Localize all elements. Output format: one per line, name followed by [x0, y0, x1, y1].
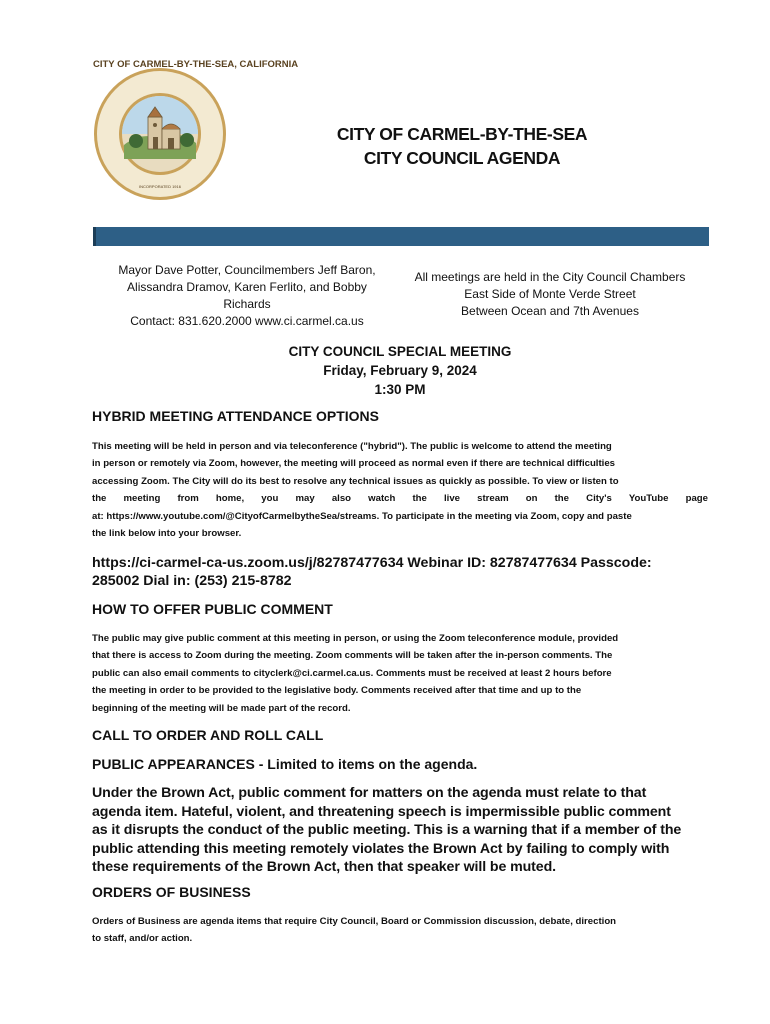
meeting-date: Friday, February 9, 2024: [323, 363, 477, 378]
title-agenda: CITY COUNCIL AGENDA: [363, 148, 561, 168]
meeting-location: [405, 269, 695, 320]
seal-text: CITY OF CARMEL-BY-THE-SEA, CALIFORNIA: [93, 59, 299, 70]
notice-line: as it disrupts the conduct of the public meeting. This is a warning that if a member of the: [92, 822, 682, 838]
seal-inner-text: INCORPORATED 1916: [139, 184, 181, 189]
location-line: East Side of Monte Verde Street: [464, 287, 636, 301]
orders-heading: ORDERS OF BUSINESS: [92, 884, 251, 900]
body-line: public can also email comments to cityclerk@ci.carmel.ca.us. Comments must be received at least 2 hours before: [92, 667, 612, 679]
public-comment-body: [92, 630, 708, 717]
body-line: that there is access to Zoom during the meeting. Zoom comments will be taken after the in-person comments. The: [92, 650, 613, 662]
council-members: [103, 262, 391, 330]
body-line: The public may give public comment at this meeting in person, or using the Zoom teleconference module, provided: [92, 633, 619, 644]
notice-line: Under the Brown Act, public comment for matters on the agenda must relate to that: [92, 785, 647, 801]
meeting-time: 1:30 PM: [374, 382, 426, 397]
body-line: to staff, and/or action.: [92, 933, 193, 945]
public-appearances-heading: PUBLIC APPEARANCES - Limited to items on the agenda.: [92, 756, 478, 772]
notice-line: these requirements of the Brown Act, then that speaker will be muted.: [92, 859, 557, 875]
body-line: the meeting from home, you may also watch the live stream on the City's YouTube page: [92, 493, 708, 505]
youtube-link-line[interactable]: at: https://www.youtube.com/@CityofCarmelbytheSea/streams. To participate in the meeting via Zoom, copy and paste: [92, 510, 632, 522]
members-line: Mayor Dave Potter, Councilmembers Jeff Baron,: [118, 263, 376, 277]
body-line: Orders of Business are agenda items that require City Council, Board or Commission discussion, debate, direction: [92, 916, 617, 927]
notice-line: agenda item. Hateful, violent, and threatening speech is impermissible public comment: [92, 803, 671, 820]
city-seal-logo: [93, 59, 299, 201]
contact-line: Contact: 831.620.2000 www.ci.carmel.ca.us: [130, 314, 364, 328]
meeting-type: CITY COUNCIL SPECIAL MEETING: [288, 344, 512, 359]
meeting-info: [92, 342, 708, 399]
members-line: Alissandra Dramov, Karen Ferlito, and Bobby: [127, 280, 367, 294]
body-line: beginning of the meeting will be made part of the record.: [92, 702, 351, 714]
hybrid-heading: HYBRID MEETING ATTENDANCE OPTIONS: [92, 408, 380, 424]
brown-act-notice: [92, 784, 712, 877]
location-line: All meetings are held in the City Council Chambers: [414, 270, 686, 284]
notice-line: public attending this meeting remotely violates the Brown Act by failing to comply with: [92, 840, 670, 857]
body-line: in person or remotely via Zoom, however, the meeting will proceed as normal even if there are technical difficulties: [92, 458, 616, 470]
body-line: This meeting will be held in person and via teleconference ("hybrid"). The public is welcome to attend the meeting: [92, 441, 612, 452]
public-comment-heading: HOW TO OFFER PUBLIC COMMENT: [92, 601, 333, 617]
zoom-link[interactable]: https://ci-carmel-ca-us.zoom.us/j/82787477634 Webinar ID: 82787477634 Passcode:: [92, 555, 652, 571]
zoom-dial-in: 285002 Dial in: (253) 215-8782: [92, 573, 292, 589]
body-line: accessing Zoom. The City will do its best to resolve any technical issues as quickly as possible. To view or listen to: [92, 475, 619, 487]
location-line: Between Ocean and 7th Avenues: [461, 304, 639, 318]
members-line: Richards: [223, 297, 271, 311]
body-line: the link below into your browser.: [92, 528, 242, 540]
title-city: CITY OF CARMEL-BY-THE-SEA: [336, 124, 588, 144]
agenda-title: [250, 122, 674, 170]
body-line: the meeting in order to be provided to the legislative body. Comments received after that time and up to the: [92, 685, 582, 697]
orders-body: [92, 913, 708, 948]
zoom-info: [92, 554, 712, 590]
header-banner: [93, 227, 709, 246]
hybrid-body: [92, 438, 708, 542]
call-to-order-heading: CALL TO ORDER AND ROLL CALL: [92, 727, 324, 743]
